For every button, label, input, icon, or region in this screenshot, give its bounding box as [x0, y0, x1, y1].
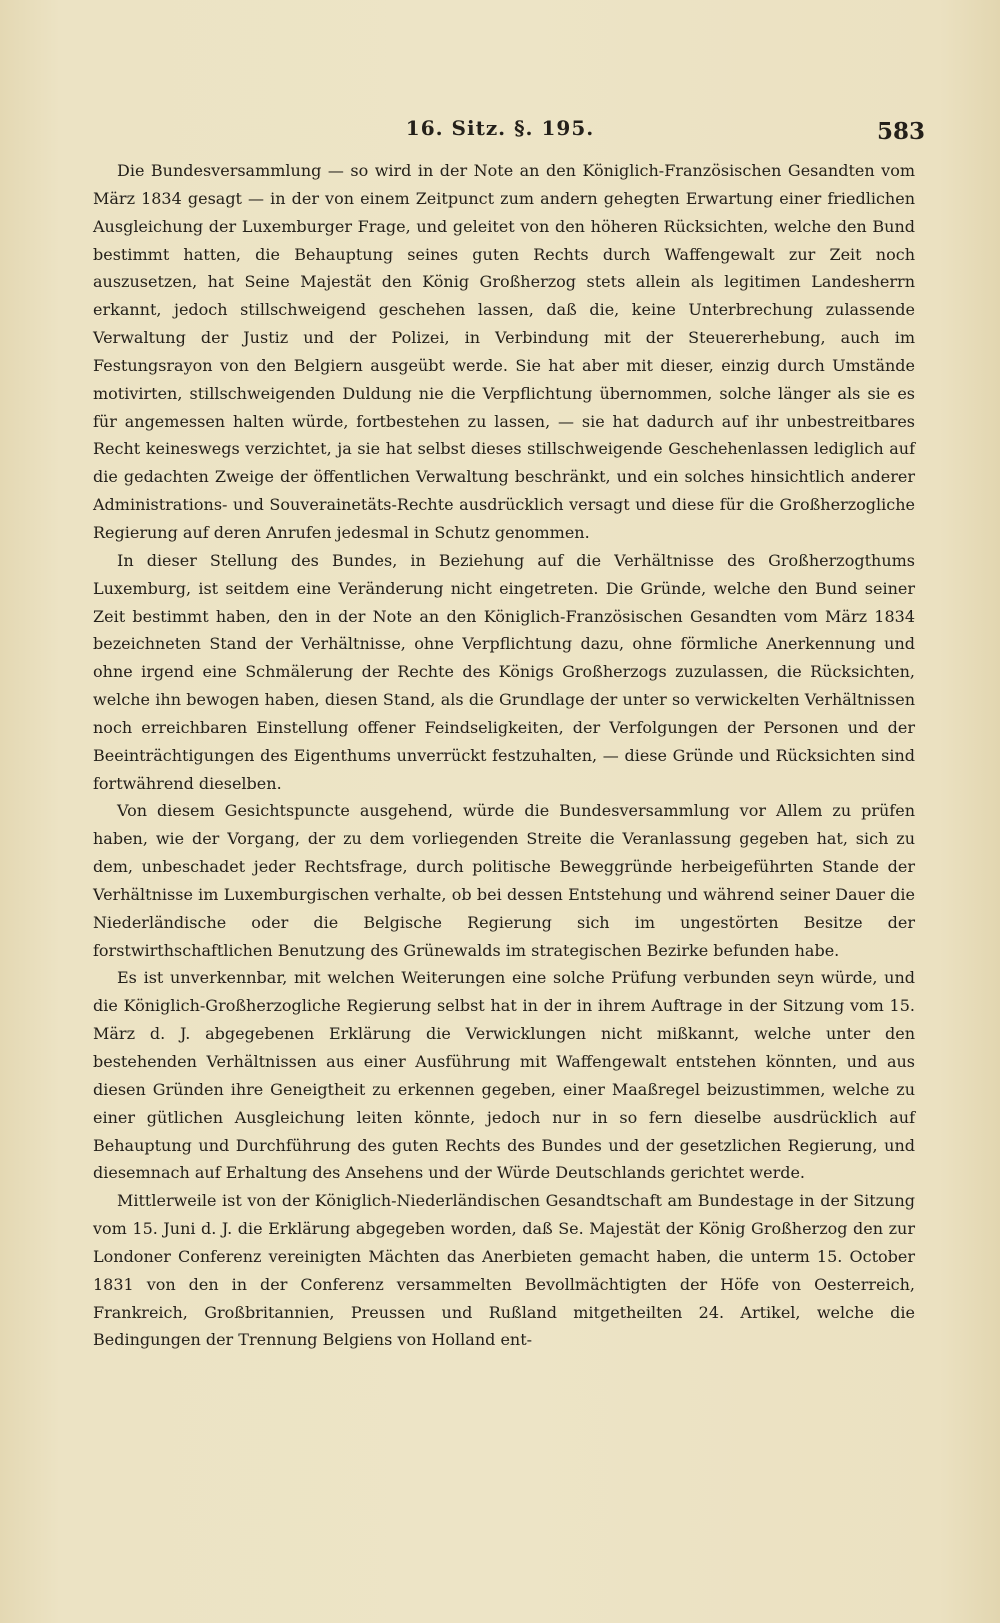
section-heading: 16. Sitz. §. 195. — [405, 116, 595, 140]
paragraph: Von diesem Gesichtspuncte ausgehend, würde die Bundesversammlung vor Allem zu prüfen haben, wie der Vorgang, der zu dem vorliegenden Streite die Veranlassung gegeben hat, sich zu dem, unbeschadet jeder Rechtsfrage, durch politische Beweggründe herbeigeführten Stande der Verhältnisse im Luxemburgischen verhalte, ob bei dessen Entstehung und während seiner Dauer die Niederländische oder die Belgische Regierung sich im ungestörten Besitze der forstwirthschaftlichen Benutzung des Grünewalds im strategischen Bezirke befunden habe. — [93, 801, 915, 960]
paragraph: Es ist unverkennbar, mit welchen Weiterungen eine solche Prüfung verbunden seyn würde, und die Königlich-Großherzogliche Regierung selbst hat in der in ihrem Auftrage in der Sitzung vom 15. März d. J. abgegebenen Erklärung die Verwicklungen nicht mißkannt, welche unter den bestehenden Verhältnissen aus einer Ausführung mit Waffengewalt entstehen könnten, und aus diesen Gründen ihre Geneigtheit zu erkennen gegeben, einer Maaßregel beizustimmen, welche zu einer gütlichen Ausgleichung leiten könnte, jedoch nur in so fern dieselbe ausdrücklich auf Behauptung und Durchführung des guten Rechts des Bundes und der gesetzlichen Regierung, und diesemnach auf Erhaltung des Ansehens und der Würde Deutschlands gerichtet werde. — [93, 968, 915, 1183]
page-header — [60, 116, 940, 150]
paragraph: Die Bundesversammlung — so wird in der Note an den Königlich-Französischen Gesandten vom März 1834 gesagt — in der von einem Zeitpunct zum andern gehegten Erwartung einer friedlichen Ausgleichung der Luxemburger Frage, und geleitet von den höheren Rücksichten, welche den Bund bestimmt hatten, die Behauptung seines guten Rechts durch Waffengewalt zur Zeit noch auszusetzen, hat Seine Majestät den König Großherzog stets allein als legitimen Landesherrn erkannt, jedoch stillschweigend geschehen lassen, daß die, keine Unterbrechung zulassende Verwaltung der Justiz und der Polizei, in Verbindung mit der Steuererhebung, auch im Festungsrayon von den Belgiern ausgeübt werde. Sie hat aber mit dieser, einzig durch Umstände motivirten, stillschweigenden Duldung nie die Verpflichtung übernommen, solche länger als sie es für angemessen halten würde, fortbestehen zu lassen, — sie hat dadurch auf ihr unbestreitbares Recht keineswegs verzichtet, ja sie hat selbst dieses stillschweigende Geschehenlassen lediglich auf die gedachten Zweige der öffentlichen Verwaltung beschränkt, und ein solches hinsichtlich anderer Administrations- und Souverainetäts-Rechte ausdrücklich versagt und diese für die Großherzogliche Regierung auf deren Anrufen jedesmal in Schutz genommen. — [93, 161, 915, 542]
paragraph: Mittlerweile ist von der Königlich-Niederländischen Gesandtschaft am Bundestage in der Sitzung vom 15. Juni d. J. die Erklärung abgegeben worden, daß Se. Majestät der König Großherzog den zur Londoner Conferenz vereinigten Mächten das Anerbieten gemacht haben, die unterm 15. October 1831 von den in der Conferenz versammelten Bevollmächtigten der Höfe von Oesterreich, Frankreich, Großbritannien, Preussen und Rußland mitgetheilten 24. Artikel, welche die Bedingungen der Trennung Belgiens von Holland ent- — [93, 1191, 915, 1350]
page-number: 583 — [876, 118, 925, 145]
body-text — [93, 157, 915, 1354]
paragraph: In dieser Stellung des Bundes, in Beziehung auf die Verhältnisse des Großherzogthums Luxemburg, ist seitdem eine Veränderung nicht eingetreten. Die Gründe, welche den Bund seiner Zeit bestimmt haben, den in der Note an den Königlich-Französischen Gesandten vom März 1834 bezeichneten Stand der Verhältnisse, ohne Verpflichtung dazu, ohne förmliche Anerkennung und ohne irgend eine Schmälerung der Rechte des Königs Großherzogs zuzulassen, die Rücksichten, welche ihn bewogen haben, diesen Stand, als die Grundlage der unter so verwickelten Verhältnissen noch erreichbaren Einstellung offener Feindseligkeiten, der Verfolgungen der Personen und der Beeinträchtigungen des Eigenthums unverrückt festzuhalten, — diese Gründe und Rücksichten sind fortwährend dieselben. — [93, 550, 915, 793]
